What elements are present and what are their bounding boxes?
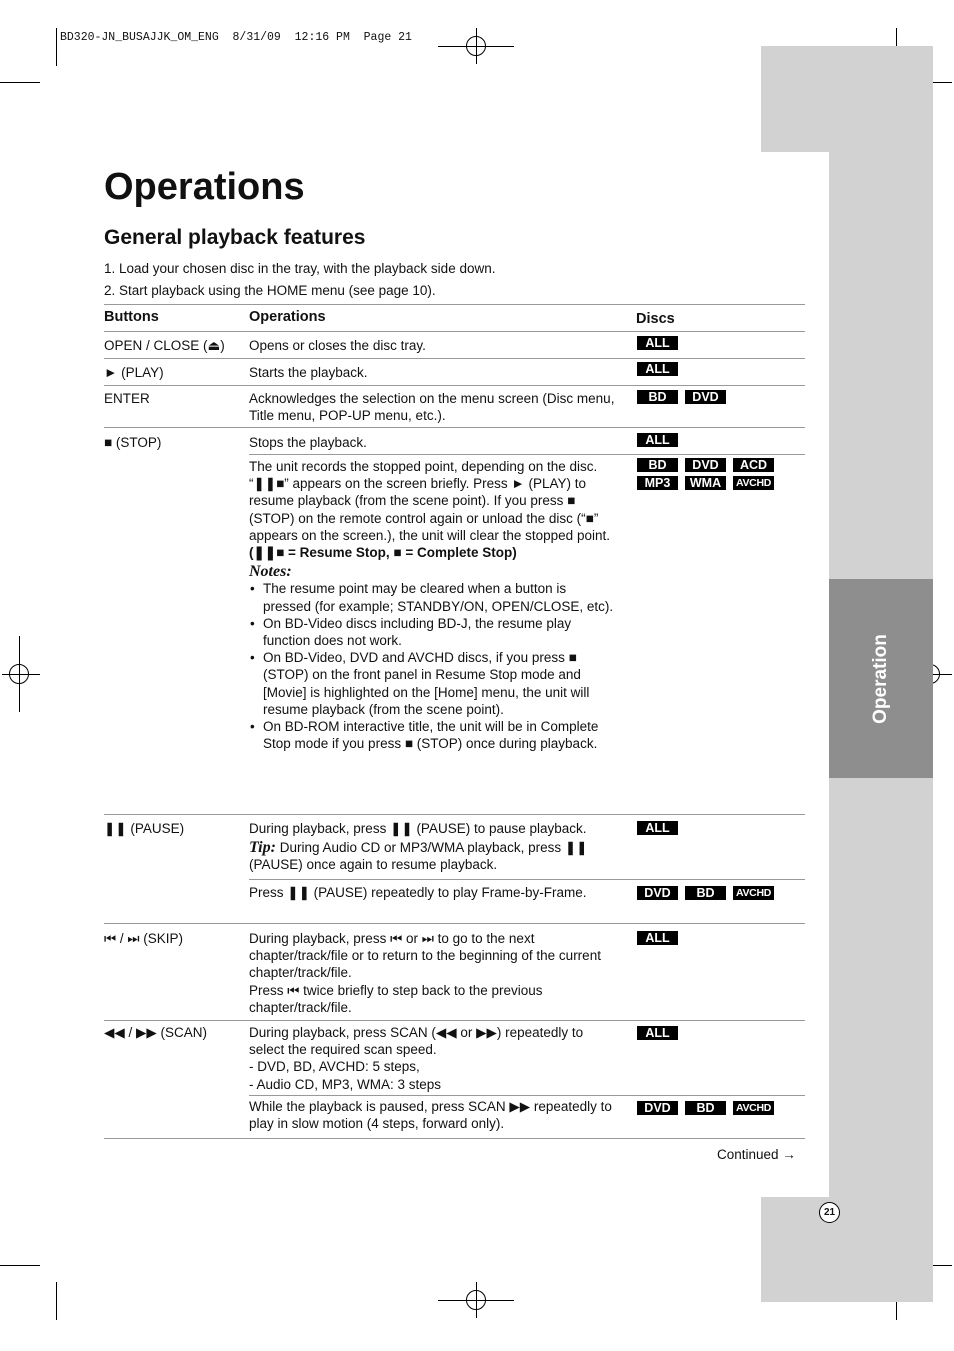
scan-line-b: - Audio CD, MP3, WMA: 3 steps (249, 1076, 442, 1092)
disc-badge: BD (685, 1101, 726, 1115)
button-stop: ■ (STOP) (104, 435, 162, 450)
crop-mark (56, 28, 57, 66)
table-rule (249, 1095, 805, 1096)
disc-badges (637, 931, 787, 945)
resume-text: The unit records the stopped point, depending on the disc. “❚❚■” appears on the screen briefly. Press ► (PLAY) to resume playback (from the scene point). If you press ■ (STOP) on the remote control again or unload the disc (“■” appears on the screen.), the unit will clear the stopped point. (249, 459, 610, 543)
button-play: ► (PLAY) (104, 365, 164, 380)
table-rule (104, 1138, 805, 1139)
crop-mark (0, 1265, 40, 1266)
pause-text: During playback, press ❚❚ (PAUSE) to pause playback. (249, 821, 587, 836)
disc-badge: WMA (685, 476, 726, 490)
disc-badge: BD (685, 886, 726, 900)
operation-stop-resume (249, 458, 615, 752)
disc-badge: ALL (637, 433, 678, 447)
continued-label: Continued → (717, 1147, 796, 1162)
step-1: 1. Load your chosen disc in the tray, with the playback side down. (104, 261, 496, 276)
scan-text: During playback, press SCAN (◀◀ or ▶▶) repeatedly to select the required scan speed. (249, 1025, 584, 1058)
disc-badge: ALL (637, 821, 678, 835)
section-tab-label: Operation (869, 633, 891, 724)
operation-stop: Stops the playback. (249, 435, 367, 450)
header-buttons: Buttons (104, 309, 159, 325)
disc-badges (637, 336, 787, 350)
disc-badge: MP3 (637, 476, 678, 490)
table-rule (104, 923, 805, 924)
note-item: • The resume point may be cleared when a button is pressed (for example; STANDBY/ON, OPEN/CLOSE, etc). (249, 580, 615, 614)
table-rule (104, 1020, 805, 1021)
disc-badges (637, 390, 787, 404)
step-2: 2. Start playback using the HOME menu (see page 10). (104, 283, 436, 298)
button-open-close: OPEN / CLOSE (⏏) (104, 338, 225, 353)
disc-badge: AVCHD (733, 1101, 774, 1115)
tip-heading: Tip: (249, 839, 276, 857)
button-enter: ENTER (104, 391, 150, 406)
disc-badges (637, 821, 787, 835)
operation-frame: Press ❚❚ (PAUSE) repeatedly to play Frame-by-Frame. (249, 885, 587, 900)
disc-badge: ALL (637, 931, 678, 945)
side-panel-bottom (761, 1197, 933, 1302)
disc-badge: BD (637, 458, 678, 472)
table-rule (104, 304, 805, 305)
disc-badge: BD (637, 390, 678, 404)
notes-heading: Notes: (249, 563, 292, 581)
disc-badges (637, 1026, 787, 1040)
table-rule (104, 358, 805, 359)
resume-legend: (❚❚■ = Resume Stop, ■ = Complete Stop) (249, 545, 517, 561)
page-title: Operations (104, 166, 305, 208)
side-panel-top (761, 46, 933, 152)
table-rule (104, 385, 805, 386)
operation-enter: Acknowledges the selection on the menu screen (Disc menu, Title menu, POP-UP menu, etc.). (249, 391, 615, 424)
section-title: General playback features (104, 226, 366, 249)
disc-badge: DVD (637, 1101, 678, 1115)
operation-skip (249, 930, 615, 1016)
disc-badge: DVD (685, 390, 726, 404)
page-number: 21 (819, 1202, 840, 1223)
table-rule (104, 814, 805, 815)
button-pause: ❚❚ (PAUSE) (104, 821, 185, 836)
tip-text: During Audio CD or MP3/WMA playback, press ❚❚ (PAUSE) once again to resume playback. (249, 840, 588, 873)
disc-badge: ACD (733, 458, 774, 472)
note-item: • On BD-Video discs including BD-J, the resume play function does not work. (249, 615, 615, 649)
operation-pause (249, 820, 615, 874)
disc-badge: DVD (637, 886, 678, 900)
button-scan: ◀◀ / ▶▶ (SCAN) (104, 1025, 208, 1040)
skip-text: During playback, press ⏮ or ⏭ to go to the next chapter/track/file or to return to the beginning of the current chapter/track/file. (249, 931, 601, 981)
disc-badge: ALL (637, 362, 678, 376)
note-item: • On BD-Video, DVD and AVCHD discs, if you press ■ (STOP) on the front panel in Resume Stop mode and [Movie] is highlighted on the [Home] menu, the unit will resume playback (from the scene point). (249, 649, 615, 718)
header-discs: Discs (636, 311, 675, 327)
table-rule (249, 454, 805, 455)
disc-badges (637, 886, 787, 900)
operation-open-close: Opens or closes the disc tray. (249, 338, 426, 353)
disc-badges (637, 458, 787, 490)
table-rule (104, 427, 805, 428)
disc-badge: ALL (637, 1026, 678, 1040)
skip-text-b: Press ⏮ twice briefly to step back to the previous chapter/track/file. (249, 982, 543, 1015)
disc-badge: DVD (685, 458, 726, 472)
disc-badge: AVCHD (733, 886, 774, 900)
disc-badge: AVCHD (733, 476, 774, 490)
crop-mark (56, 1282, 57, 1320)
operation-play: Starts the playback. (249, 365, 368, 380)
tip-block (249, 839, 615, 873)
operation-slow: While the playback is paused, press SCAN ▶▶ repeatedly to play in slow motion (4 steps, forward only). (249, 1099, 612, 1132)
header-operations: Operations (249, 309, 326, 325)
disc-badges (637, 362, 787, 376)
operation-scan (249, 1024, 615, 1093)
disc-badges (637, 1101, 787, 1115)
table-rule (249, 879, 805, 880)
scan-line-a: - DVD, BD, AVCHD: 5 steps, (249, 1059, 420, 1075)
print-header: BD320-JN_BUSAJJK_OM_ENG 8/31/09 12:16 PM Page 21 (60, 31, 412, 44)
note-item: • On BD-ROM interactive title, the unit will be in Complete Stop mode if you press ■ (STOP) once during playback. (249, 718, 615, 752)
crop-mark (0, 82, 40, 83)
disc-badges (637, 433, 787, 447)
table-rule (104, 331, 805, 332)
button-skip: ⏮ / ⏭ (SKIP) (104, 931, 184, 946)
disc-badge: ALL (637, 336, 678, 350)
